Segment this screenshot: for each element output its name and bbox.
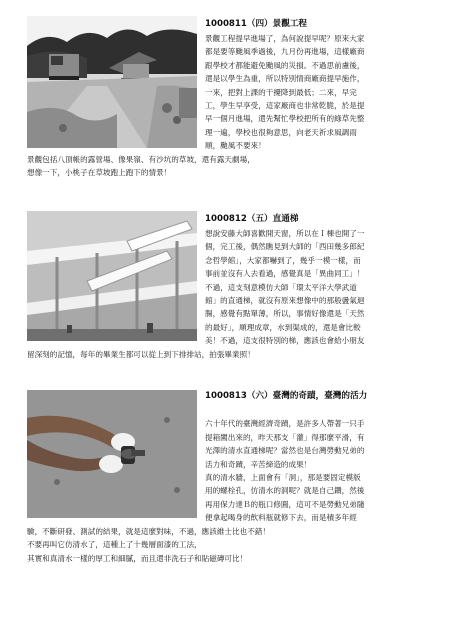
text-line: 都是要等颱風季過後，九月份再進場，這樣廠商 (205, 47, 365, 57)
text-line: 一來，把對上課的干擾降到最低；二來，早完 (205, 87, 357, 97)
text-line: 景觀包括八頂帳的露營場、像果嶺、有沙坑的草坡，還有露天劇場， (27, 155, 255, 164)
concrete-wall-worker-photo (27, 390, 197, 518)
text-line: 真的清水牆，上面會有「洞」，那是要固定模版 (205, 473, 361, 483)
entry-body-full (27, 348, 427, 361)
text-line: 想像一下，小桃子在草坡跑上跑下的情景！ (27, 168, 172, 178)
entry-body-side (205, 404, 435, 525)
entry-heading: 1000811（四）景觀工程 (205, 19, 308, 29)
text-line: 跟學校才都能避免颱風的災損。不過思前慮後， (205, 60, 365, 70)
text-line: 早一個月進場，還先幫忙學校把所有的綠草先整 (205, 114, 365, 124)
text-line: 再用保力達Ｂ的瓶口修圓，這可不是勞動兄弟隨 (205, 499, 365, 509)
text-line: 順，颱風不要來！ (205, 141, 266, 151)
text-line: 不要再叫它仿清水了，這種上了十幾層面漆的工法， (27, 540, 202, 550)
text-line: 驗，不斷研發、測試的結果，就是這麼對味，不過，應該維士比也不錯！ (27, 527, 270, 536)
construction-site-photo (27, 16, 197, 148)
entry-heading: 1000812（五）直通梯 (205, 214, 299, 224)
entry-body-side (205, 227, 435, 348)
text-line: 想說安藤大師喜歡開天窗，所以在Ｉ棟也開了一 (205, 229, 365, 238)
text-line: 腸，感覺有點單薄，所以，事情好像還是「天然 (205, 309, 365, 319)
text-line: 光澤的清水直通梯呢？當然也是台灣勞動兄弟的 (205, 446, 365, 456)
text-line: 景觀工程提早進場了，為何說提早呢？原來大家 (205, 34, 365, 43)
text-line: 工，學生早享受，這家廠商也非常乾脆，於是提 (205, 101, 365, 111)
text-line: 個，完工後，偶然瞧見到大師的「西田幾多郎紀 (205, 242, 365, 252)
text-line: 的最好」，順理成章，水到渠成的，還是會比較 (205, 322, 361, 332)
text-line: 活力和奇蹟，辛苦締造的成果！ (205, 459, 312, 469)
text-line: 不過，這支刻意模仿大師「環太平洋大學武道 (205, 282, 357, 292)
text-line: 事前並沒有人去看過，感覺真是「異曲同工」！ (205, 269, 365, 279)
text-line: 念哲學館」，大家都嚇到了，幾乎一模一樣，而 (205, 255, 361, 265)
text-line: 用的螺栓孔，仿清水的洞呢？就是自己鑽，然後 (205, 486, 365, 496)
text-line: 留深刻的記憶，每年的畢業生都可以從上到下排排站，拍張畢業照！ (27, 350, 255, 359)
text-line: 六十年代的臺灣經濟奇蹟，是許多人帶著一只手 (205, 419, 365, 429)
entry-body-full (27, 525, 427, 565)
entry-heading: 1000813（六）臺灣的奇蹟，臺灣的活力 (205, 391, 368, 401)
text-line: 便拿起喝身的飲料瓶就修下去，而是積多年經 (205, 513, 357, 523)
text-line (205, 404, 435, 417)
text-line: 還是以學生為重，所以特別情商廠商提早施作， (205, 74, 365, 84)
text-line: 其實和真清水一樣的厚工和細膩，而且還非洗石子和貼磁磚可比！ (27, 553, 248, 563)
staircase-building-photo (27, 211, 197, 341)
text-line: 館」的直通梯，就沒有原來想像中的那般盪氣迴 (205, 296, 365, 306)
text-line: 美！不過，這支很特別的梯，應該也會給小朋友 (205, 336, 365, 346)
text-line: 理一遍，學校也很夠意思，向老天祈求風調雨 (205, 127, 357, 137)
entry-body-side (205, 32, 435, 153)
entry-body-full (27, 153, 427, 180)
text-line: 提箱闖出來的，昨天那支「灌」得那麼平滑，有 (205, 432, 365, 442)
